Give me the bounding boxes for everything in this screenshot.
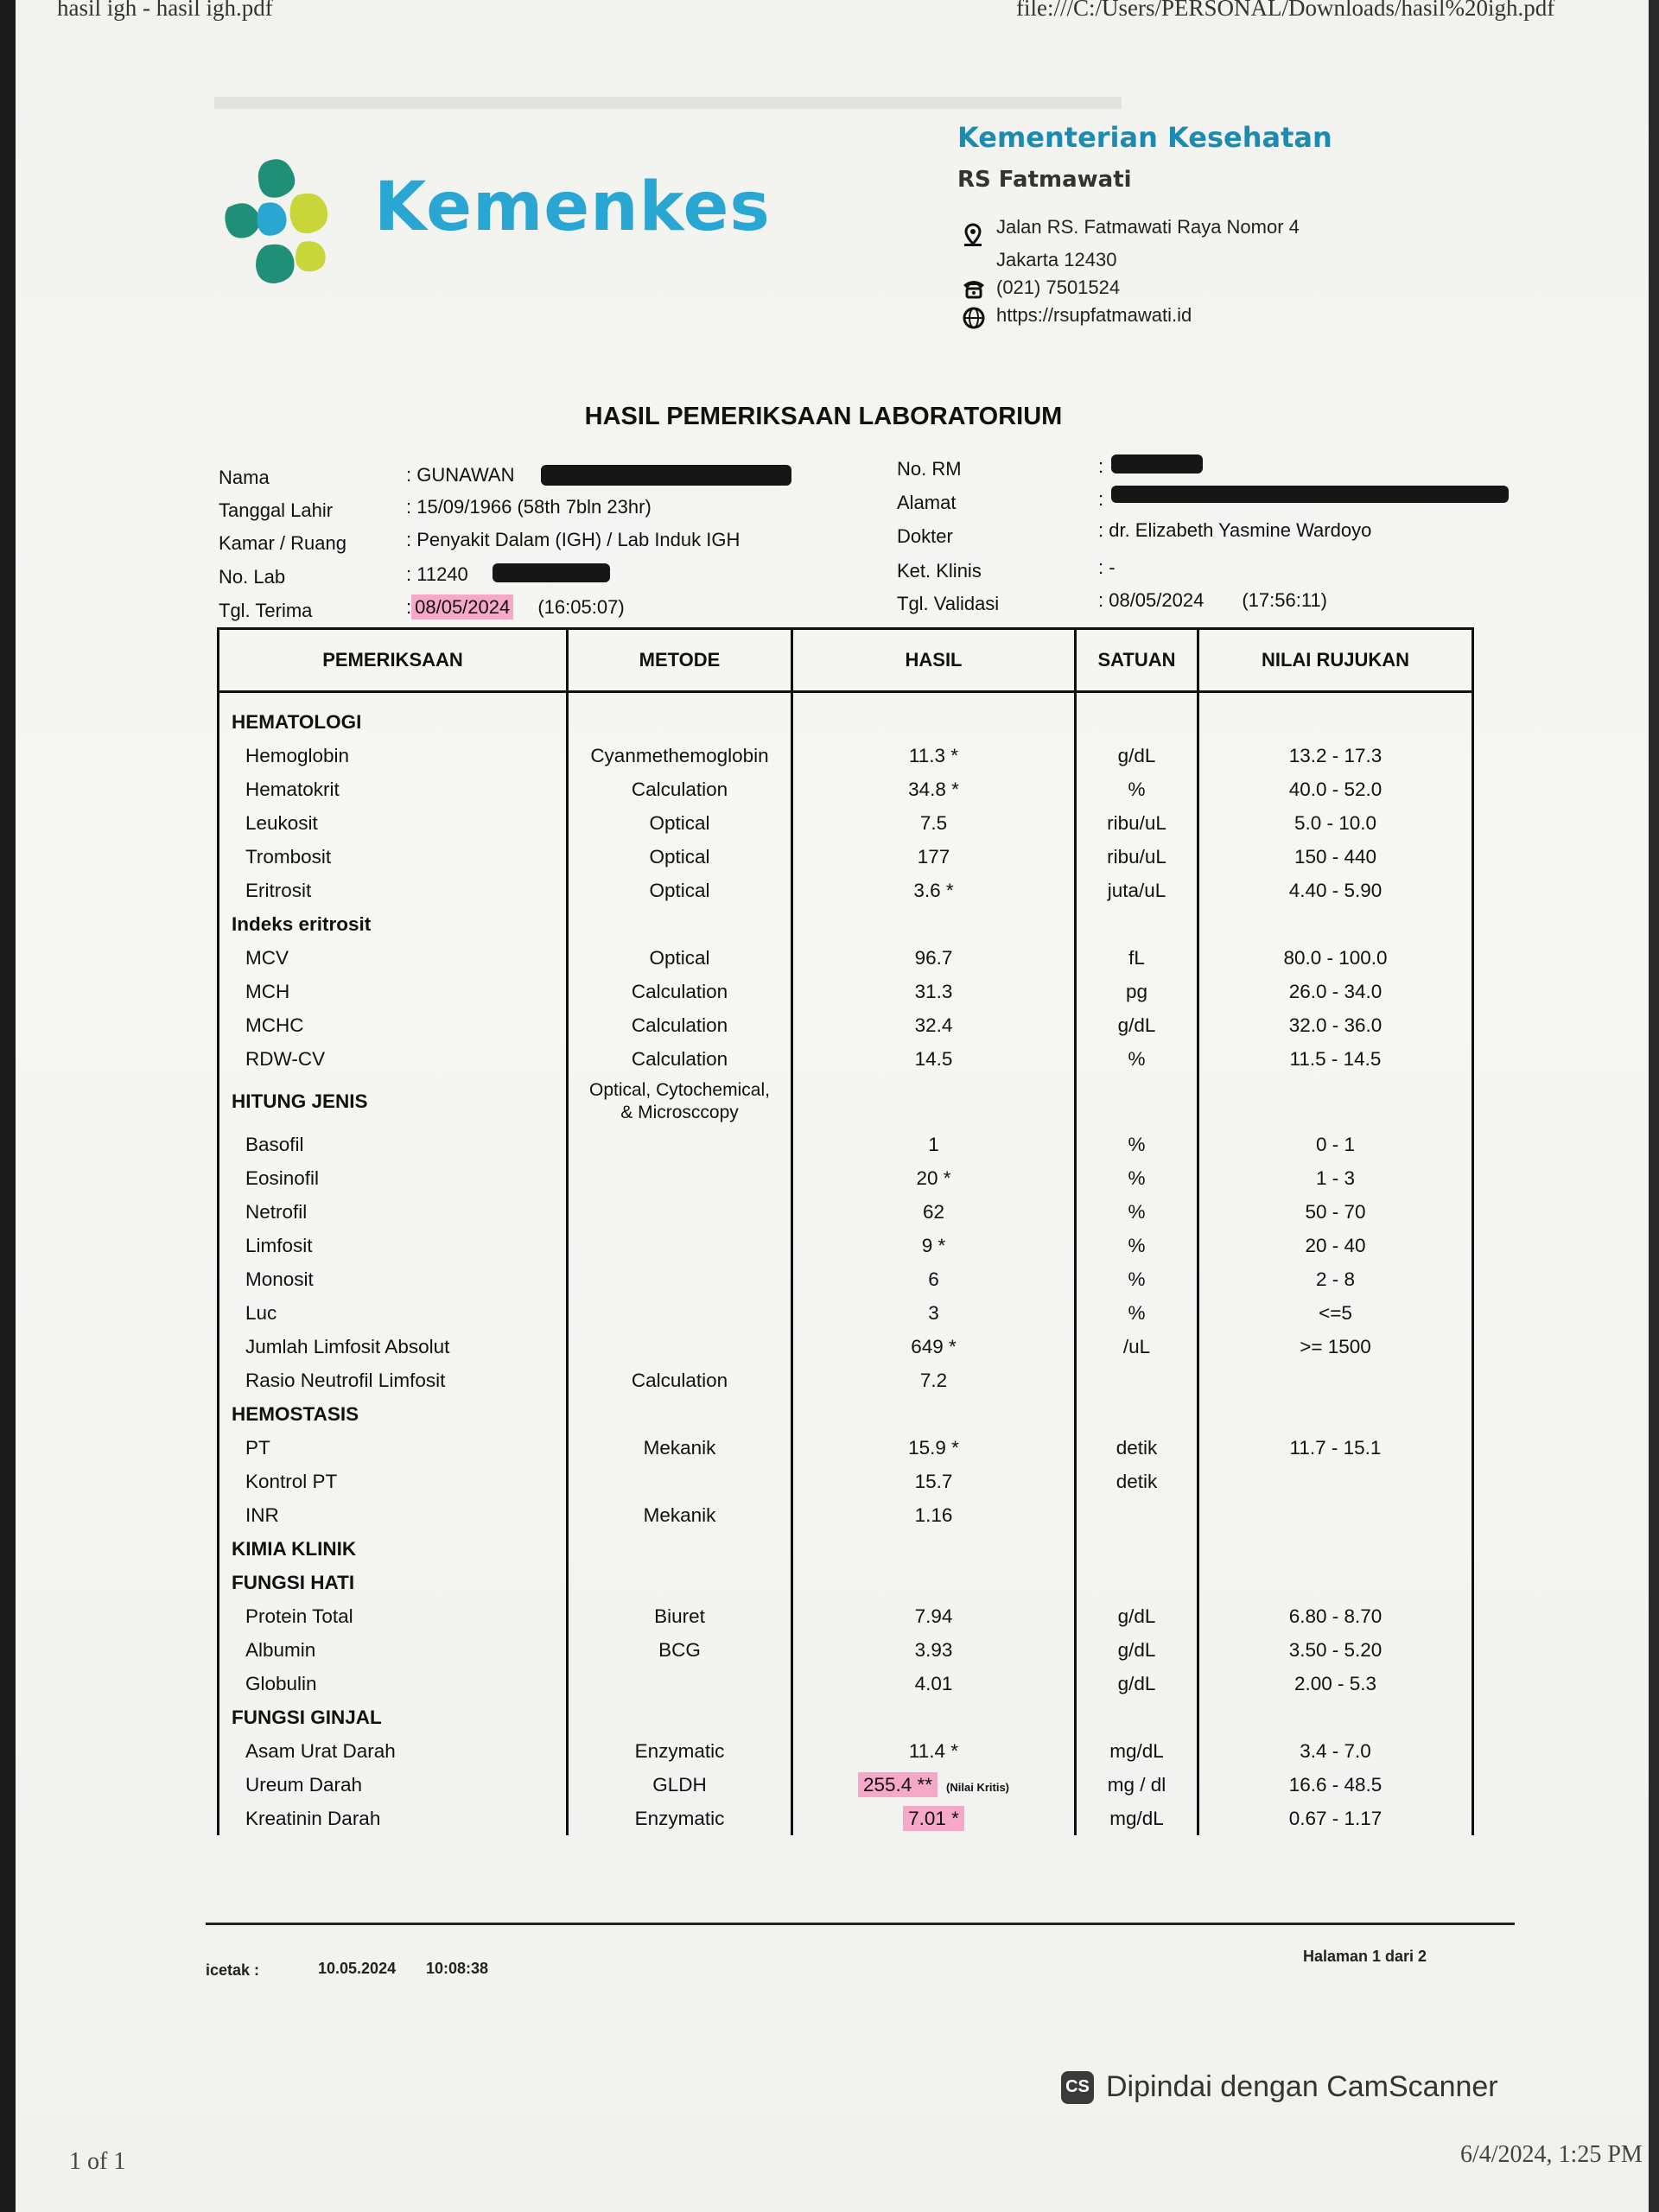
unit-cell: pg (1076, 975, 1198, 1008)
footer-divider (206, 1923, 1515, 1925)
globe-icon (962, 306, 986, 330)
result-value: 15.9 * (908, 1436, 959, 1459)
reference-cell (1198, 1076, 1473, 1128)
table-section-row (219, 692, 1473, 740)
table-row (219, 1768, 1473, 1802)
reference-cell (1198, 1465, 1473, 1498)
address-line-2: Jakarta 12430 (996, 249, 1117, 270)
result-value-highlighted: 255.4 ** (858, 1772, 938, 1797)
unit-cell (1076, 907, 1198, 941)
redaction (541, 465, 791, 486)
result-cell (792, 1008, 1076, 1042)
tgl-lahir-value: : 15/09/1966 (58th 7bln 23hr) (406, 496, 652, 518)
table-row (219, 1802, 1473, 1835)
result-cell (792, 1734, 1076, 1768)
method-cell (568, 1667, 792, 1700)
test-name: Protein Total (219, 1599, 568, 1633)
redaction (1111, 486, 1509, 503)
test-name: Monosit (219, 1262, 568, 1296)
method-cell (568, 1128, 792, 1161)
reference-cell: 3.4 - 7.0 (1198, 1734, 1473, 1768)
dokter-value: : dr. Elizabeth Yasmine Wardoyo (1098, 519, 1372, 541)
test-name: MCH (219, 975, 568, 1008)
method-cell (568, 1262, 792, 1296)
camscanner-icon: CS (1061, 2071, 1094, 2104)
reference-cell: 6.80 - 8.70 (1198, 1599, 1473, 1633)
result-value: 177 (917, 845, 950, 868)
result-value: 7.2 (919, 1369, 948, 1391)
result-value: 96.7 (914, 946, 953, 969)
result-value: 14.5 (914, 1047, 953, 1070)
unit-cell: g/dL (1076, 1599, 1198, 1633)
table-row (219, 874, 1473, 907)
method-cell (568, 1161, 792, 1195)
result-cell (792, 806, 1076, 840)
redaction (493, 563, 610, 582)
method-cell: Cyanmethemoglobin (568, 739, 792, 772)
result-cell (792, 1042, 1076, 1076)
table-row (219, 1042, 1473, 1076)
method-cell: Optical, Cytochemical, & Microsccopy (568, 1076, 792, 1128)
result-value: 9 * (921, 1234, 946, 1256)
unit-cell (1076, 1076, 1198, 1128)
tgl-terima-value: : 08/05/2024 (16:05:07) (406, 596, 625, 618)
test-name: Kontrol PT (219, 1465, 568, 1498)
unit-cell: % (1076, 1262, 1198, 1296)
method-cell: Calculation (568, 772, 792, 806)
nama-label: Nama (219, 467, 270, 488)
hospital-name: RS Fatmawati (957, 167, 1132, 193)
result-cell (792, 1195, 1076, 1229)
reference-cell (1198, 1363, 1473, 1397)
result-cell (792, 1667, 1076, 1700)
unit-cell (1076, 1532, 1198, 1566)
unit-cell (1076, 1700, 1198, 1734)
method-cell: Biuret (568, 1599, 792, 1633)
result-value: 31.3 (914, 980, 953, 1002)
reference-cell: 4.40 - 5.90 (1198, 874, 1473, 907)
test-name: MCV (219, 941, 568, 975)
method-cell (568, 907, 792, 941)
table-section-row (219, 1076, 1473, 1128)
test-name: Eosinofil (219, 1161, 568, 1195)
test-name: INR (219, 1498, 568, 1532)
reference-cell: 16.6 - 48.5 (1198, 1768, 1473, 1802)
result-value: 3.6 * (913, 879, 954, 901)
reference-cell (1198, 1498, 1473, 1532)
unit-cell: detik (1076, 1465, 1198, 1498)
table-row (219, 1465, 1473, 1498)
reference-cell: 26.0 - 34.0 (1198, 975, 1473, 1008)
result-value: 34.8 * (908, 778, 959, 800)
table-row (219, 1431, 1473, 1465)
printed-page (16, 0, 1649, 2212)
unit-cell: g/dL (1076, 1667, 1198, 1700)
method-cell (568, 1330, 792, 1363)
reference-cell: 11.5 - 14.5 (1198, 1042, 1473, 1076)
unit-cell: fL (1076, 941, 1198, 975)
unit-cell (1076, 1363, 1198, 1397)
reference-cell: 3.50 - 5.20 (1198, 1633, 1473, 1667)
result-cell (792, 1532, 1076, 1566)
reference-cell (1198, 692, 1473, 740)
table-row (219, 1229, 1473, 1262)
tgl-validasi-value: : 08/05/2024 (17:56:11) (1098, 589, 1327, 611)
test-name: Eritrosit (219, 874, 568, 907)
kamar-label: Kamar / Ruang (219, 532, 346, 554)
test-name: Jumlah Limfosit Absolut (219, 1330, 568, 1363)
desk-background-right (1647, 0, 1659, 2212)
tgl-validasi-label: Tgl. Validasi (897, 593, 1000, 614)
unit-cell: ribu/uL (1076, 806, 1198, 840)
method-cell (568, 1566, 792, 1599)
alamat-value: : (1098, 488, 1104, 510)
table-row (219, 1008, 1473, 1042)
table-section-row (219, 907, 1473, 941)
test-name: Ureum Darah (219, 1768, 568, 1802)
tgl-lahir-label: Tanggal Lahir (219, 499, 334, 521)
unit-cell: % (1076, 1229, 1198, 1262)
table-row (219, 1330, 1473, 1363)
reference-cell (1198, 1532, 1473, 1566)
table-section-row (219, 1700, 1473, 1734)
method-cell: Mekanik (568, 1431, 792, 1465)
reference-cell: 0.67 - 1.17 (1198, 1802, 1473, 1835)
method-cell: GLDH (568, 1768, 792, 1802)
result-value: 62 (922, 1200, 945, 1223)
method-cell (568, 1229, 792, 1262)
kamar-value: : Penyakit Dalam (IGH) / Lab Induk IGH (406, 529, 741, 550)
reference-cell: 5.0 - 10.0 (1198, 806, 1473, 840)
table-row (219, 1296, 1473, 1330)
method-cell (568, 1532, 792, 1566)
reference-cell: <=5 (1198, 1296, 1473, 1330)
result-cell (792, 1768, 1076, 1802)
table-row (219, 1599, 1473, 1633)
reference-cell: 20 - 40 (1198, 1229, 1473, 1262)
nolab-value: : 11240 (406, 563, 468, 585)
table-row (219, 1498, 1473, 1532)
test-name: RDW-CV (219, 1042, 568, 1076)
result-value: 15.7 (914, 1470, 953, 1492)
result-value: 20 * (916, 1166, 951, 1189)
dokter-label: Dokter (897, 525, 953, 547)
result-cell (792, 739, 1076, 772)
test-name: Globulin (219, 1667, 568, 1700)
result-cell (792, 1296, 1076, 1330)
reference-cell: 50 - 70 (1198, 1195, 1473, 1229)
unit-cell: g/dL (1076, 739, 1198, 772)
result-cell (792, 975, 1076, 1008)
method-cell: Calculation (568, 975, 792, 1008)
unit-cell: % (1076, 1128, 1198, 1161)
method-cell: Optical (568, 941, 792, 975)
section-title: Indeks eritrosit (219, 907, 568, 941)
reference-cell: 13.2 - 17.3 (1198, 739, 1473, 772)
lab-results-table (217, 627, 1474, 1835)
table-row (219, 1262, 1473, 1296)
kemenkes-logo-icon (223, 156, 344, 285)
result-value: 649 * (911, 1335, 957, 1357)
unit-cell: % (1076, 1296, 1198, 1330)
table-row (219, 806, 1473, 840)
cetak-time: 10:08:38 (426, 1960, 489, 1977)
result-cell (792, 1465, 1076, 1498)
table-row (219, 840, 1473, 874)
result-value: 32.4 (914, 1014, 953, 1036)
result-cell (792, 1397, 1076, 1431)
critical-value-note: (Nilai Kritis) (946, 1780, 1010, 1794)
result-value: 3.93 (914, 1638, 953, 1661)
result-cell (792, 1566, 1076, 1599)
header-nilai-rujukan: NILAI RUJUKAN (1198, 629, 1473, 692)
camscanner-watermark: CS Dipindai dengan CamScanner (1061, 2070, 1498, 2104)
method-cell (568, 1397, 792, 1431)
result-cell (792, 1633, 1076, 1667)
table-row (219, 1161, 1473, 1195)
reference-cell (1198, 1566, 1473, 1599)
report-title: HASIL PEMERIKSAAN LABORATORIUM (584, 403, 1063, 430)
unit-cell: mg/dL (1076, 1802, 1198, 1835)
table-row (219, 975, 1473, 1008)
result-cell (792, 1431, 1076, 1465)
method-cell: Mekanik (568, 1498, 792, 1532)
section-title: FUNGSI GINJAL (219, 1700, 568, 1734)
reference-cell: 40.0 - 52.0 (1198, 772, 1473, 806)
unit-cell: g/dL (1076, 1633, 1198, 1667)
method-cell: Calculation (568, 1042, 792, 1076)
method-cell: Enzymatic (568, 1734, 792, 1768)
ket-klinis-label: Ket. Klinis (897, 560, 982, 582)
test-name: Basofil (219, 1128, 568, 1161)
method-cell: Optical (568, 874, 792, 907)
website-url: https://rsupfatmawati.id (996, 304, 1192, 326)
reference-cell: 80.0 - 100.0 (1198, 941, 1473, 975)
result-cell (792, 874, 1076, 907)
table-section-row (219, 1532, 1473, 1566)
unit-cell: juta/uL (1076, 874, 1198, 907)
cetak-label: icetak : (206, 1961, 260, 1979)
tgl-terima-label: Tgl. Terima (219, 600, 313, 621)
result-value: 3 (928, 1301, 939, 1324)
unit-cell (1076, 1566, 1198, 1599)
header-metode: METODE (568, 629, 792, 692)
reference-cell: 32.0 - 36.0 (1198, 1008, 1473, 1042)
method-cell (568, 1465, 792, 1498)
method-cell: BCG (568, 1633, 792, 1667)
result-cell (792, 1599, 1076, 1633)
unit-cell: g/dL (1076, 1008, 1198, 1042)
result-value: 7.5 (919, 811, 948, 834)
reference-cell: 11.7 - 15.1 (1198, 1431, 1473, 1465)
result-cell (792, 1330, 1076, 1363)
section-title: KIMIA KLINIK (219, 1532, 568, 1566)
result-cell (792, 1700, 1076, 1734)
test-name: Asam Urat Darah (219, 1734, 568, 1768)
result-cell (792, 1498, 1076, 1532)
result-cell (792, 1161, 1076, 1195)
header-pemeriksaan: PEMERIKSAAN (219, 629, 568, 692)
test-name: Rasio Neutrofil Limfosit (219, 1363, 568, 1397)
unit-cell: ribu/uL (1076, 840, 1198, 874)
table-row (219, 1195, 1473, 1229)
test-name: PT (219, 1431, 568, 1465)
paper-fold (214, 97, 1122, 109)
browser-print-time: 6/4/2024, 1:25 PM (1460, 2141, 1643, 2168)
test-name: Leukosit (219, 806, 568, 840)
method-cell: Enzymatic (568, 1802, 792, 1835)
result-cell (792, 840, 1076, 874)
redaction (1111, 454, 1203, 474)
no-rm-value: : (1098, 455, 1104, 477)
table-row (219, 1633, 1473, 1667)
result-cell (792, 1802, 1076, 1835)
nolab-label: No. Lab (219, 566, 286, 588)
table-section-row (219, 1566, 1473, 1599)
terima-date-highlight: 08/05/2024 (411, 594, 513, 620)
test-name: Trombosit (219, 840, 568, 874)
unit-cell: mg / dl (1076, 1768, 1198, 1802)
reference-cell: 2 - 8 (1198, 1262, 1473, 1296)
table-row (219, 772, 1473, 806)
header-satuan: SATUAN (1076, 629, 1198, 692)
table-section-row (219, 1397, 1473, 1431)
table-row (219, 941, 1473, 975)
unit-cell: detik (1076, 1431, 1198, 1465)
section-title: HITUNG JENIS (219, 1076, 568, 1128)
lab-results-body (219, 692, 1473, 1836)
result-value: 11.4 * (908, 1739, 959, 1762)
section-title: HEMATOLOGI (219, 692, 568, 740)
result-value: 6 (928, 1268, 939, 1290)
browser-tab-title: hasil igh - hasil igh.pdf (57, 0, 273, 21)
unit-cell (1076, 1498, 1198, 1532)
unit-cell (1076, 692, 1198, 740)
unit-cell: % (1076, 1161, 1198, 1195)
result-cell (792, 1076, 1076, 1128)
result-cell (792, 1229, 1076, 1262)
unit-cell: % (1076, 1195, 1198, 1229)
section-title: FUNGSI HATI (219, 1566, 568, 1599)
result-cell (792, 1128, 1076, 1161)
table-row (219, 739, 1473, 772)
result-cell (792, 907, 1076, 941)
test-name: Kreatinin Darah (219, 1802, 568, 1835)
method-cell (568, 1700, 792, 1734)
ket-klinis-value: : - (1098, 556, 1116, 578)
page-indicator: Halaman 1 dari 2 (1303, 1948, 1427, 1965)
section-title: HEMOSTASIS (219, 1397, 568, 1431)
method-cell (568, 1195, 792, 1229)
table-row (219, 1667, 1473, 1700)
result-value: 1 (928, 1133, 939, 1155)
result-cell (792, 772, 1076, 806)
location-pin-icon (962, 223, 984, 247)
result-cell (792, 1363, 1076, 1397)
method-cell: Calculation (568, 1363, 792, 1397)
reference-cell: 0 - 1 (1198, 1128, 1473, 1161)
result-value: 1.16 (914, 1503, 953, 1526)
reference-cell: 150 - 440 (1198, 840, 1473, 874)
result-value-highlighted: 7.01 * (903, 1806, 964, 1831)
result-cell (792, 1262, 1076, 1296)
result-value: 4.01 (914, 1672, 953, 1694)
test-name: Hemoglobin (219, 739, 568, 772)
result-cell (792, 692, 1076, 740)
browser-url: file:///C:/Users/PERSONAL/Downloads/hasil%20igh.pdf (1016, 0, 1555, 21)
unit-cell: % (1076, 1042, 1198, 1076)
reference-cell (1198, 1700, 1473, 1734)
header-hasil: HASIL (792, 629, 1076, 692)
reference-cell: 2.00 - 5.3 (1198, 1667, 1473, 1700)
test-name: MCHC (219, 1008, 568, 1042)
no-rm-label: No. RM (897, 458, 962, 480)
method-cell: Optical (568, 806, 792, 840)
test-name: Limfosit (219, 1229, 568, 1262)
phone-icon (962, 278, 986, 299)
result-value: 7.94 (914, 1605, 953, 1627)
test-name: Albumin (219, 1633, 568, 1667)
result-value: 11.3 * (908, 744, 959, 766)
method-cell: Optical (568, 840, 792, 874)
unit-cell: /uL (1076, 1330, 1198, 1363)
table-row (219, 1128, 1473, 1161)
browser-page-counter: 1 of 1 (69, 2148, 126, 2175)
test-name: Luc (219, 1296, 568, 1330)
table-row (219, 1734, 1473, 1768)
method-cell (568, 1296, 792, 1330)
alamat-label: Alamat (897, 492, 957, 513)
brand-wordmark: Kemenkes (374, 168, 771, 246)
table-header-row (219, 629, 1473, 692)
unit-cell (1076, 1397, 1198, 1431)
unit-cell: % (1076, 772, 1198, 806)
phone-number: (021) 7501524 (996, 276, 1121, 298)
nama-value: : GUNAWAN (406, 464, 515, 486)
institution-name: Kementerian Kesehatan (957, 121, 1332, 154)
method-cell (568, 692, 792, 740)
reference-cell (1198, 1397, 1473, 1431)
test-name: Hematokrit (219, 772, 568, 806)
result-cell (792, 941, 1076, 975)
unit-cell: mg/dL (1076, 1734, 1198, 1768)
test-name: Netrofil (219, 1195, 568, 1229)
method-cell: Calculation (568, 1008, 792, 1042)
address-line-1: Jalan RS. Fatmawati Raya Nomor 4 (996, 216, 1300, 238)
table-row (219, 1363, 1473, 1397)
cetak-date: 10.05.2024 (318, 1960, 397, 1977)
reference-cell (1198, 907, 1473, 941)
reference-cell: 1 - 3 (1198, 1161, 1473, 1195)
reference-cell: >= 1500 (1198, 1330, 1473, 1363)
